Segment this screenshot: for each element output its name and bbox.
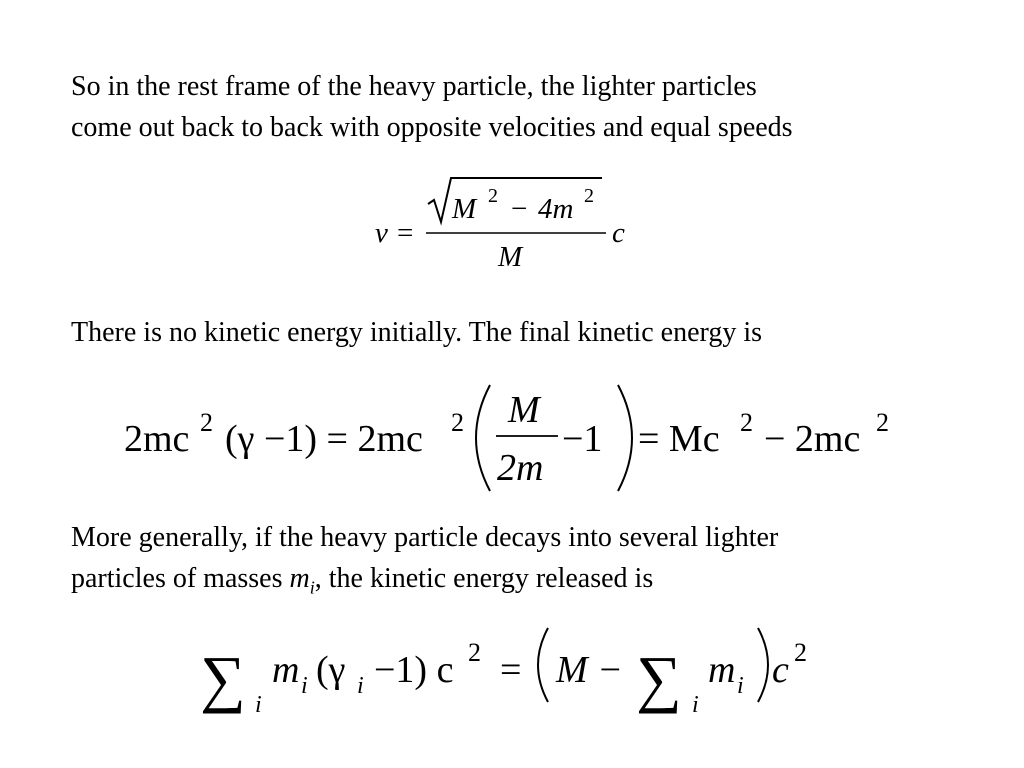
eq3-exp2: 2	[794, 638, 807, 667]
eq2-Mc: = Mc	[638, 418, 720, 460]
paragraph-line: So in the rest frame of the heavy particle, the lighter particles	[71, 71, 757, 102]
eq1-exp1: 2	[488, 185, 498, 207]
eq3-exp1: 2	[468, 638, 481, 667]
eq1-4m: 4m	[538, 193, 574, 225]
eq2-minus-2mc: − 2mc	[764, 418, 861, 460]
paragraph-line: There is no kinetic energy initially. The final kinetic energy is	[71, 317, 762, 348]
eq3-m: m	[272, 649, 300, 691]
eq3-sub-i2: i	[357, 673, 364, 699]
eq2-exp2: 2	[451, 408, 464, 437]
eq2-exp3: 2	[740, 408, 753, 437]
paragraph-line: More generally, if the heavy particle decays into several lighter	[71, 522, 779, 553]
eq3-gamma-open: (γ	[316, 649, 346, 691]
eq3-minus-one-c: −1) c	[374, 649, 454, 691]
eq3-equals: =	[500, 649, 522, 691]
text-fragment: , the kinetic energy released is	[314, 563, 654, 594]
right-paren	[758, 628, 768, 702]
eq2-minus-one: −1	[562, 418, 603, 460]
eq1-M: M	[452, 193, 477, 225]
sum-index-2: i	[692, 692, 699, 718]
eq3-c: c	[772, 649, 789, 691]
eq1-c: c	[612, 217, 625, 249]
eq2-2mc: 2mc	[124, 418, 190, 460]
eq1-equals: =	[397, 217, 414, 249]
eq1-exp2: 2	[584, 185, 594, 207]
eq1-den-M: M	[498, 241, 523, 273]
mass-variable: m	[289, 563, 310, 594]
paragraph-line: come out back to back with opposite velocities and equal speeds	[71, 112, 793, 143]
eq2-exp4: 2	[876, 408, 889, 437]
eq2-frac-den: 2m	[497, 447, 544, 489]
sum-symbol: ∑	[200, 643, 246, 714]
eq2-exp1: 2	[200, 408, 213, 437]
eq3-sub-i1: i	[301, 673, 308, 699]
sum-symbol-2: ∑	[636, 643, 682, 714]
eq1-minus: −	[511, 193, 528, 225]
eq2-gamma-term: (γ −1) = 2mc	[225, 418, 423, 460]
eq3-sub-i3: i	[737, 673, 744, 699]
eq1-v: v	[375, 217, 388, 249]
text-fragment: particles of masses	[71, 563, 290, 594]
eq3-m2: m	[708, 649, 736, 691]
eq2-frac-num: M	[508, 389, 540, 431]
left-paren	[538, 628, 548, 702]
sum-index: i	[255, 692, 262, 718]
eq3-M-minus: M −	[556, 649, 623, 691]
mass-subscript: i	[309, 577, 315, 598]
